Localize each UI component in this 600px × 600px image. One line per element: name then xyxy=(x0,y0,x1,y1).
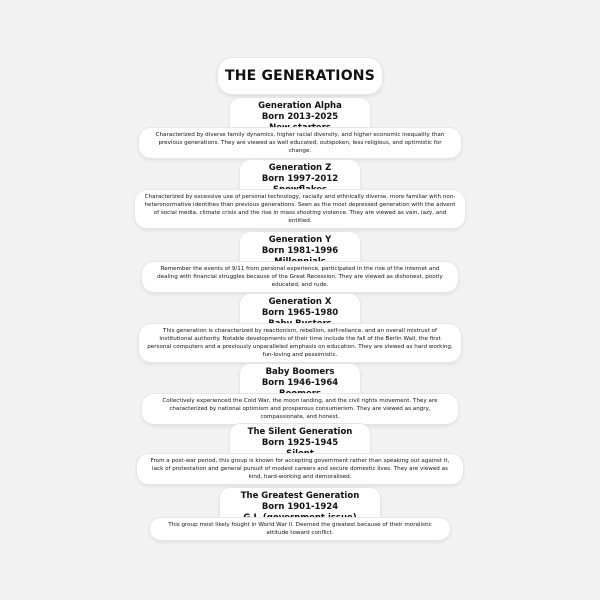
generation-name: Generation X xyxy=(268,297,332,307)
generation-description: Characterized by excessive use of personal technology, racially and ethnically diverse, more familiar with non-heteronormative identities than previous generations. Seen as the most depressed generation with the advent of social media, climate crisis and the rise in mass shooting violence. They are viewed as vain, lazy, and entitled. xyxy=(135,190,465,228)
generation-born: Born 1925-1945 xyxy=(261,438,339,448)
generation-description: Collectively experienced the Cold War, the moon landing, and the civil rights movement. They are characterized by national optimism and prosperous consumerism. They are viewed as angry, compassionate, and honest. xyxy=(142,394,458,424)
generation-born: Born 1981-1996 xyxy=(261,246,339,256)
generation-born: Born 1901-1924 xyxy=(261,502,339,512)
title-tab xyxy=(218,58,382,94)
generation-name: The Greatest Generation xyxy=(240,491,360,501)
generation-description: This group most likely fought in World War II. Deemed the greatest because of their moralistic attitude toward conflict. xyxy=(150,518,450,540)
generation-description: Characterized by diverse family dynamics, higher racial diversity, and higher economic inequality than previous generations. They are viewed as well educated, outspoken, less religious, and optimistic for change. xyxy=(139,128,461,158)
generation-name: Generation Alpha xyxy=(258,101,342,111)
generation-description: From a post-war period, this group is known for accepting government rather than speaking out against it, lack of protestation and general pursuit of modest careers and secure domestic lives. They are viewed as kind, hard-working and demoralised. xyxy=(137,454,463,484)
generation-name: Generation Z xyxy=(268,163,332,173)
generation-name: Generation Y xyxy=(268,235,332,245)
generation-name: Baby Boomers xyxy=(265,367,335,377)
generation-description: This generation is characterized by reactionism, rebellion, self-reliance, and an overall mistrust of institutional authority. Notable developments of their time include the fall of the Berlin Wall, the first personal computers and a previously unparalleled emphasis on education. They are viewed as hard working, fun-loving and pessimistic. xyxy=(139,324,461,362)
generation-born: Born 1946-1964 xyxy=(261,378,339,388)
page-title: THE GENERATIONS xyxy=(224,68,376,84)
generation-name: The Silent Generation xyxy=(247,427,353,437)
generation-born: Born 1997-2012 xyxy=(261,174,339,184)
generation-born: Born 1965-1980 xyxy=(261,308,339,318)
generation-born: Born 2013-2025 xyxy=(261,112,339,122)
generation-description: Remember the events of 9/11 from personal experience, participated in the rise of the internet and dealing with financial struggles because of the Great Recession. They are viewed as dishonest, poorly educated, and rude. xyxy=(142,262,458,292)
